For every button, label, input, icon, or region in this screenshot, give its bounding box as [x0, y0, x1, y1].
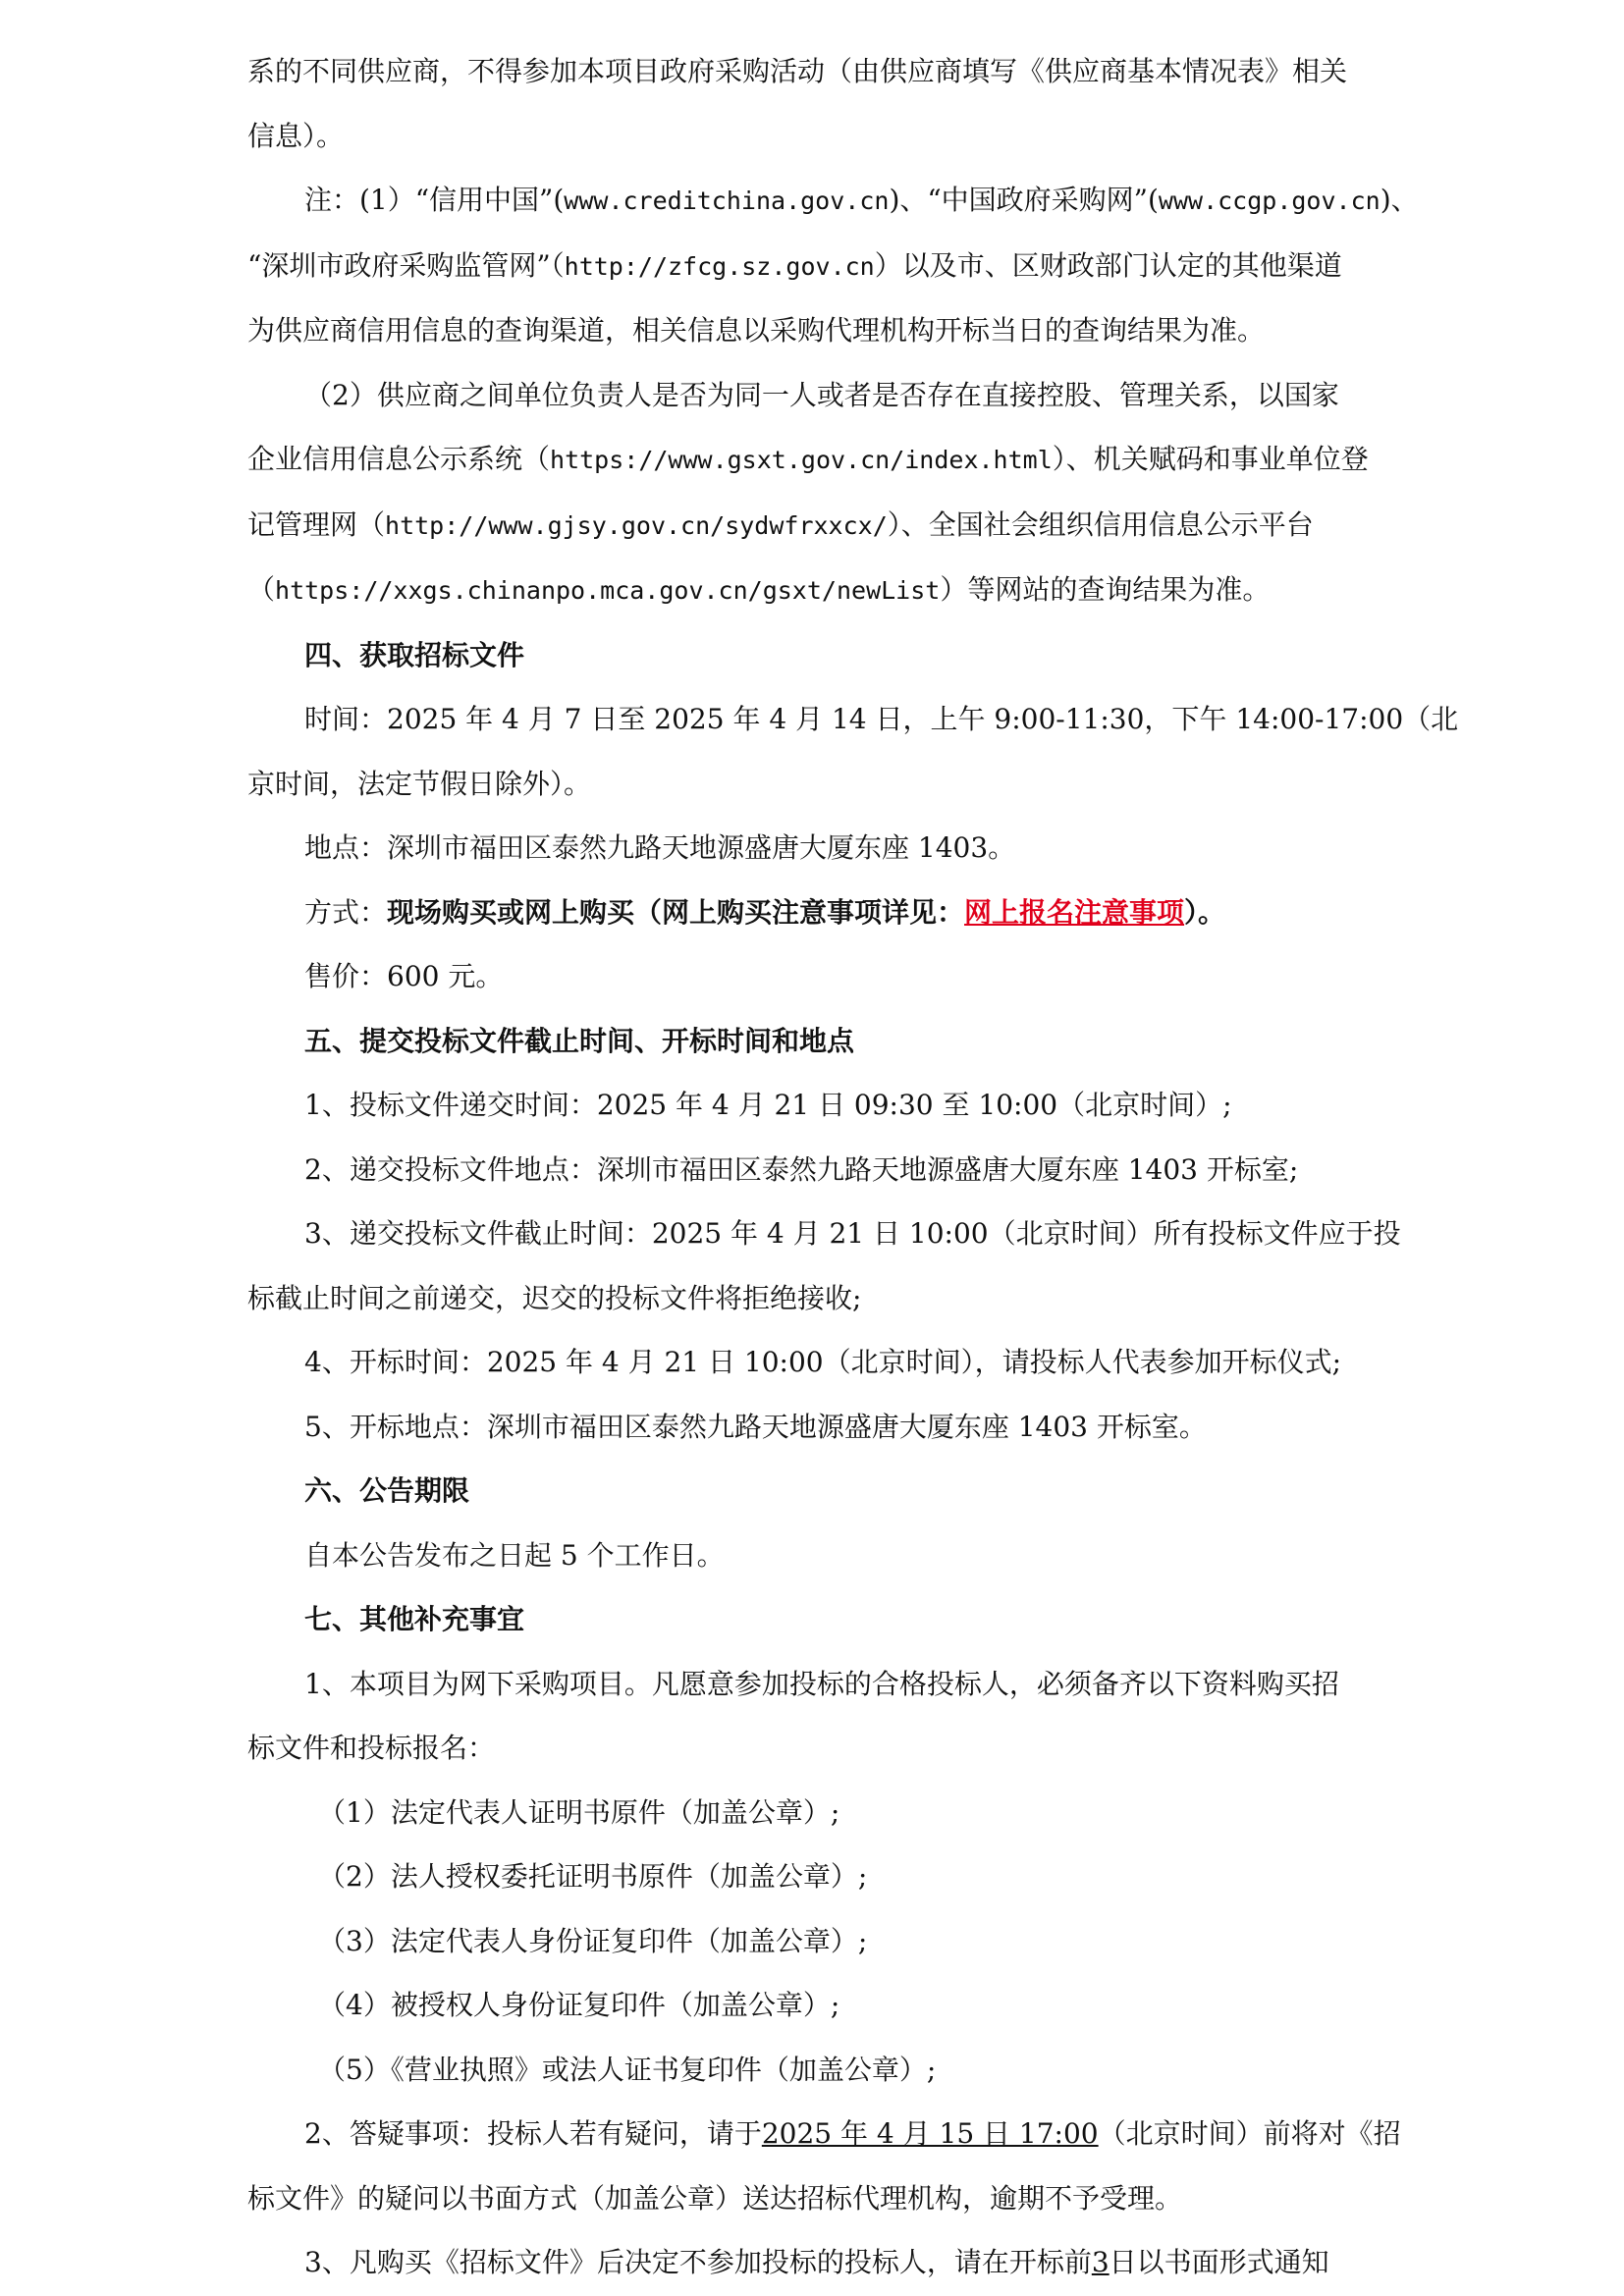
sec4-price: 售价：600 元。 [304, 960, 504, 992]
sec5-item: 2、递交投标文件地点：深圳市福田区泰然九路天地源盛唐大厦东座 1403 开标室; [304, 1152, 1299, 1186]
sec4-time-line2: 京时间，法定节假日除外）。 [247, 767, 592, 800]
document-page [247, 39, 1459, 2295]
sec7-item1-line2: 标文件和投标报名： [247, 1732, 496, 1764]
gjsy-url: http://www.gjsy.gov.cn/sydwfrxxcx/ [385, 510, 888, 540]
creditchina-url: www.creditchina.gov.cn [564, 187, 890, 215]
required-doc-item: （2）法人授权委托证明书原件（加盖公章）; [318, 1860, 868, 1893]
sec4-time-line1: 时间：2025 年 4 月 7 日至 2025 年 4 月 14 日，上午 9:00-11:30，下午 14:00-17:00（北 [304, 703, 1459, 735]
ccgp-url: www.ccgp.gov.cn [1158, 187, 1380, 215]
sec7-item3-line1: 3、凡购买《招标文件》后决定不参加投标的投标人，请在开标前3日以书面形式通知 [304, 2246, 1329, 2278]
sec5-item-continued: 标截止时间之前递交，迟交的投标文件将拒绝接收; [247, 1281, 862, 1314]
notice-days: 3 [1091, 2246, 1110, 2278]
note2-line1: （2）供应商之间单位负责人是否为同一人或者是否存在直接控股、管理关系，以国家 [304, 378, 1339, 411]
chinanpo-url: https://xxgs.chinanpo.mca.gov.cn/gsxt/newList [275, 576, 941, 605]
sec7-item2-line1: 2、答疑事项：投标人若有疑问，请于2025 年 4 月 15 日 17:00（北京时间）前将对《招 [304, 2117, 1401, 2150]
note2-line2: 企业信用信息公示系统（https://www.gsxt.gov.cn/index.html）、机关赋码和事业单位登 [247, 443, 1369, 475]
note1-line3: 为供应商信用信息的查询渠道，相关信息以采购代理机构开标当日的查询结果为准。 [247, 314, 1266, 347]
sec4-place: 地点：深圳市福田区泰然九路天地源盛唐大厦东座 1403。 [304, 831, 1016, 864]
sec5-item: 5、开标地点：深圳市福田区泰然九路天地源盛唐大厦东座 1403 开标室。 [304, 1410, 1207, 1443]
note1-line2: “深圳市政府采购监管网”（http://zfcg.sz.gov.cn）以及市、区财政部门认定的其他渠道 [247, 248, 1342, 282]
online-registration-link[interactable]: 网上报名注意事项 [964, 895, 1185, 929]
section7-heading: 七、其他补充事宜 [304, 1603, 525, 1635]
section6-heading: 六、公告期限 [304, 1474, 470, 1507]
note2-line4: （https://xxgs.chinanpo.mca.gov.cn/gsxt/newList）等网站的查询结果为准。 [247, 573, 1271, 606]
note2-line3: 记管理网（http://www.gjsy.gov.cn/sydwfrxxcx/）、全国社会组织信用信息公示平台 [247, 507, 1314, 541]
section3-tail-line2: 信息）。 [247, 119, 345, 152]
required-doc-item: （3）法定代表人身份证复印件（加盖公章）; [318, 1924, 868, 1957]
gsxt-url: https://www.gsxt.gov.cn/index.html [550, 446, 1053, 474]
sec5-item: 3、递交投标文件截止时间：2025 年 4 月 21 日 10:00（北京时间）所有投标文件应于投 [304, 1217, 1401, 1250]
note1-line1: 注：(1）“信用中国”(www.creditchina.gov.cn)、“中国政府采购网”(www.ccgp.gov.cn)、 [304, 184, 1419, 216]
sec6-text: 自本公告发布之日起 5 个工作日。 [304, 1538, 725, 1572]
sec5-item: 4、开标时间：2025 年 4 月 21 日 10:00（北京时间），请投标人代表参加开标仪式; [304, 1346, 1342, 1378]
section4-heading: 四、获取招标文件 [304, 638, 525, 671]
section3-tail-line1: 系的不同供应商，不得参加本项目政府采购活动（由供应商填写《供应商基本情况表》相关 [247, 55, 1348, 87]
sec7-item1-line1: 1、本项目为网下采购项目。凡愿意参加投标的合格投标人，必须备齐以下资料购买招 [304, 1667, 1339, 1700]
question-deadline: 2025 年 4 月 15 日 17:00 [761, 2117, 1099, 2150]
zfcg-url: http://zfcg.sz.gov.cn [564, 251, 875, 281]
required-doc-item: （4）被授权人身份证复印件（加盖公章）; [318, 1989, 840, 2021]
section5-heading: 五、提交投标文件截止时间、开标时间和地点 [304, 1024, 855, 1057]
required-doc-item: （1）法定代表人证明书原件（加盖公章）; [318, 1795, 840, 1829]
sec5-item: 1、投标文件递交时间：2025 年 4 月 21 日 09:30 至 10:00（北京时间）; [304, 1089, 1232, 1121]
sec7-item2-line2: 标文件》的疑问以书面方式（加盖公章）送达招标代理机构，逾期不予受理。 [247, 2181, 1183, 2215]
required-doc-item: （5）《营业执照》或法人证书复印件（加盖公章）; [318, 2053, 937, 2086]
sec4-method: 方式：现场购买或网上购买（网上购买注意事项详见：网上报名注意事项）。 [304, 895, 1226, 929]
